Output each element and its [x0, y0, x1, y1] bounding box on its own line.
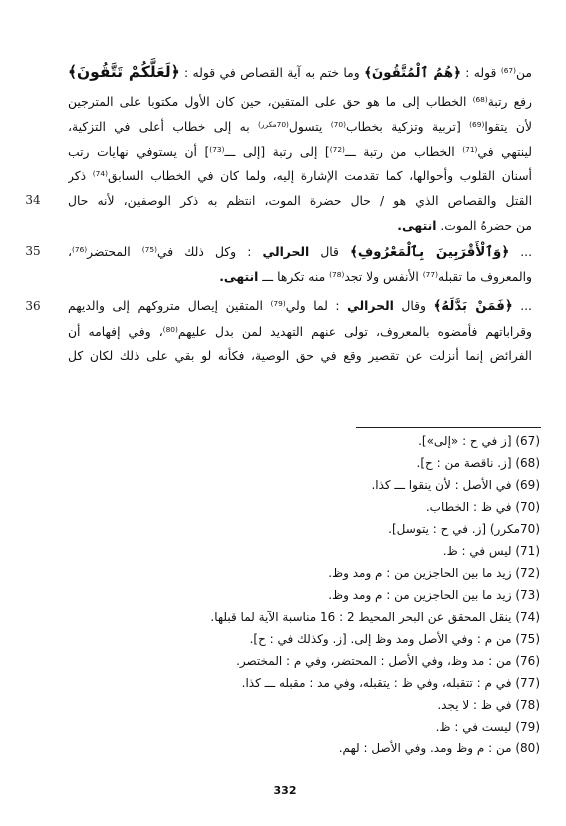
- footnote-ref: (78): [329, 269, 345, 279]
- footnote-number: (70): [515, 500, 540, 514]
- footnote-ref: (79): [270, 298, 286, 308]
- text-segment: قوله :: [460, 66, 501, 80]
- quran-verse: ﴿لَعَلَّكُمْ تَتَّقُونَ﴾: [68, 63, 180, 81]
- footnote-number: (70مكرر): [489, 522, 540, 536]
- text-segment: يتسول: [288, 120, 331, 134]
- footnote-ref: (80): [162, 324, 178, 334]
- footnote-ref: (69): [469, 119, 485, 129]
- footnote-number: (76): [515, 654, 540, 668]
- text-segment: ] إلى رتبة [إلى ـــ: [224, 145, 330, 159]
- text-segment: الخطاب إلى ما هو حق على المتقين، حين كان الأول مكتوبا على المترجين: [68, 95, 473, 109]
- verse-line-number: 35: [25, 244, 41, 258]
- footnote-number: (75): [515, 632, 540, 646]
- verse-line-number: 34: [25, 193, 41, 207]
- quote-end-marker: انتهى.: [397, 219, 437, 233]
- footnote-ref: (71): [462, 144, 478, 154]
- footnote-text: [ز في ح : «إلى»].: [418, 434, 512, 448]
- footnote-text: من : م وظ ومد. وفي الأصل : لهم.: [338, 741, 512, 755]
- text-segment: منه تكرها ـــ: [258, 270, 330, 284]
- text-segment: [تربية وتزكية بخطاب: [345, 120, 470, 134]
- footnote: [70, 628, 540, 650]
- footnote: [70, 584, 540, 606]
- text-segment: رفع رتبة: [487, 95, 532, 109]
- footnote-text: ينقل المحقق عن البحر المحيط 2 : 16 مناسبة الآية لما قبلها.: [210, 610, 512, 624]
- quote-end-marker: انتهى.: [219, 270, 259, 284]
- footnote: [70, 650, 540, 672]
- footnote-number: (71): [515, 544, 540, 558]
- text-segment: : لما ولي: [285, 299, 348, 313]
- footnote-text: في الأصل : لأن ينقوا ـــ كذا.: [371, 478, 512, 492]
- footnote-ref: (73): [209, 144, 225, 154]
- text-segment: ،: [68, 245, 72, 259]
- footnote-text: ليست في : ظ.: [435, 720, 512, 734]
- text-segment: ] أن يستوفي نهايات رتب: [68, 145, 210, 159]
- footnote-text: زيد ما بين الحاجزين من : م ومد وظ.: [328, 566, 512, 580]
- footnote: [70, 540, 540, 562]
- author-name: الحرالي: [347, 299, 394, 313]
- text-segment: أسنان القلوب وأحوالها، كما تقدمت الإشارة إليه، ولما كان في الخطاب السابق: [107, 169, 532, 183]
- text-segment: الفرائض إنما أنزلت عن تقصير وقع في حق الوصية، فكأنه لو بقي على ذلك لكان كل: [68, 349, 532, 363]
- footnote-ref: (70مكرر): [258, 119, 289, 129]
- footnote: [70, 606, 540, 628]
- text-segment: لينتهي في: [477, 145, 532, 159]
- footnote: [70, 562, 540, 584]
- text-segment: من حضرهُ الموت.: [436, 219, 532, 233]
- footnote-text: من م : وفي الأصل ومد وظ إلى. [ز. وكذلك في : ح].: [249, 632, 512, 646]
- text-segment: وما ختم به آية القصاص في قوله :: [179, 66, 365, 80]
- text-segment: به إلى خطاب أعلى في التزكية،: [68, 120, 259, 134]
- text-segment: المحتضر: [87, 245, 142, 259]
- footnote-number: (68): [515, 456, 540, 470]
- text-segment: لأن يتقوا: [484, 120, 532, 134]
- footnote-text: [ز. ناقصة من : ح].: [416, 456, 512, 470]
- text-segment: وقراباتهم فأمضوه بالمعروف، تولى عنهم التهديد لمن بدل عليهم: [177, 325, 532, 339]
- footnote-number: (72): [515, 566, 540, 580]
- text-segment: ذكر: [68, 169, 93, 183]
- text-segment: والمعروف ما تقبله: [437, 270, 532, 284]
- footnote: [70, 518, 540, 540]
- footnote-text: في م : تتقبله، وفي ظ : يتقبله، وفي مد : مقبله ـــ كذا.: [241, 676, 512, 690]
- text-segment: الخطاب من رتبة ـــ: [344, 145, 463, 159]
- text-segment: قال: [309, 245, 351, 259]
- text-segment: القتل والقصاص الذي هو / حال حضرة الموت، انتظم به ذكر الوصفين، لأنه حال: [68, 194, 532, 208]
- text-segment: وقال: [393, 299, 434, 313]
- text-segment: ...: [512, 299, 532, 313]
- footnote-ref: (67): [500, 65, 516, 75]
- footnote-ref: (76): [71, 244, 88, 254]
- footnote: [70, 452, 540, 474]
- footnote-ref: (72): [329, 144, 345, 154]
- footnote: [70, 737, 540, 759]
- footnote: [70, 430, 540, 452]
- footnote: [70, 716, 540, 738]
- footnote-text: ليس في : ظ.: [442, 544, 512, 558]
- footnote-ref: (68): [472, 94, 488, 104]
- quran-verse: ﴿وَٱلْأَقْرَبِينَ بِٱلْمَعْرُوفِ﴾: [350, 245, 510, 260]
- footnote-text: [ز. في ح : يتوسل].: [388, 522, 487, 536]
- text-segment: الأنفس ولا تجد: [344, 270, 423, 284]
- footnote: [70, 694, 540, 716]
- quran-verse: ﴿فَمَنْ بَدَّلَهُ﴾: [433, 299, 513, 314]
- footnote: [70, 672, 540, 694]
- text-segment: المتقين إيصال متروكهم إلى والديهم: [68, 299, 271, 313]
- footnote-ref: (70): [330, 119, 346, 129]
- footnote-number: (80): [515, 741, 540, 755]
- footnote-number: (73): [515, 588, 540, 602]
- verse-line-number: 36: [25, 299, 41, 313]
- text-segment: من: [516, 66, 532, 80]
- page-number: 332: [273, 784, 297, 797]
- footnote-number: (78): [515, 698, 540, 712]
- footnote-number: (69): [515, 478, 540, 492]
- footnote-text: في ظ : الخطاب.: [425, 500, 512, 514]
- footnote-number: (67): [515, 434, 540, 448]
- footnote-text: زيد ما بين الحاجزين من : م ومد وظ.: [328, 588, 512, 602]
- text-segment: ، وفي إفهامه أن: [68, 325, 163, 339]
- footnote: [70, 496, 540, 518]
- footnote-number: (79): [515, 720, 540, 734]
- footnote-ref: (75): [141, 244, 157, 254]
- footnote-text: في ظ : لا يجد.: [437, 698, 512, 712]
- text-segment: : وكل ذلك في: [156, 245, 263, 259]
- footnote-number: (74): [515, 610, 540, 624]
- footnote: [70, 474, 540, 496]
- footnote-text: من : مد وظ، وفي الأصل : المحتضر، وفي م : المختصر.: [236, 654, 512, 668]
- author-name: الحرالي: [262, 245, 310, 259]
- footnote-ref: (74): [92, 168, 108, 178]
- footnote-number: (77): [515, 676, 540, 690]
- text-segment: ...: [509, 245, 532, 259]
- quran-verse: ﴿هُمُ ٱلْمُتَّقُونَ﴾: [364, 66, 461, 81]
- footnote-ref: (77): [422, 269, 438, 279]
